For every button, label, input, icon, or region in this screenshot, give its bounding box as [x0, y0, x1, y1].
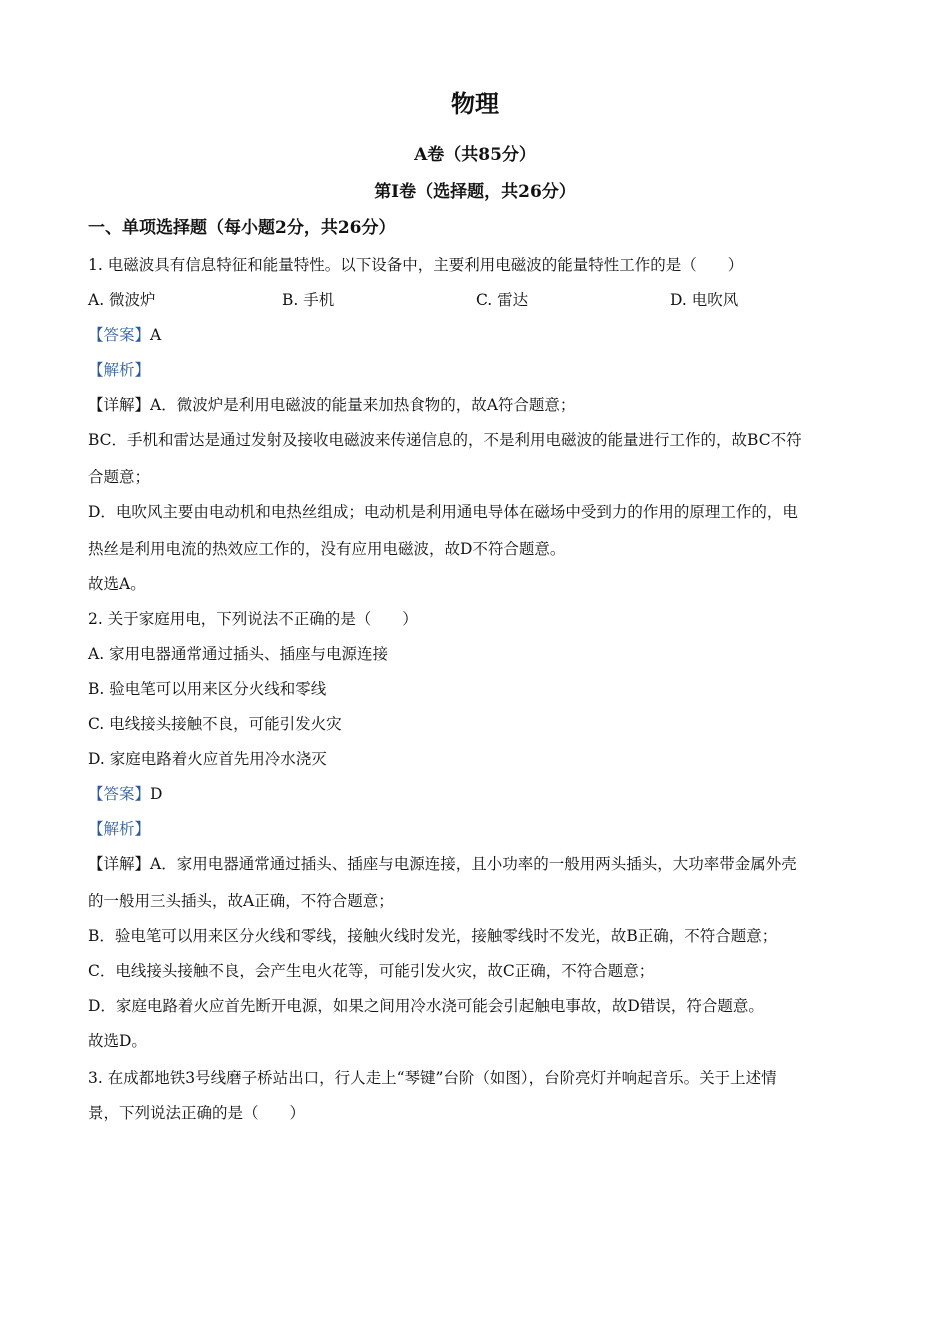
- q2-detail-tag: 【详解】: [88, 855, 151, 873]
- q2-conclusion: 故选D。: [88, 1032, 147, 1050]
- q2-detail-line: B．验电笔可以用来区分火线和零线，接触火线时发光，接触零线时不发光，故B正确，不符合题意；: [88, 927, 778, 945]
- q2-answer-value: D: [150, 785, 163, 803]
- q1-option-d: D. 电吹风: [670, 291, 739, 309]
- q2-analysis-tag: 【解析】: [88, 820, 151, 838]
- q1-option-b: B. 手机: [282, 291, 335, 309]
- q2-detail-line: D．家庭电路着火应首先断开电源，如果之间用冷水浇可能会引起触电事故，故D错误，符合题意。: [88, 997, 764, 1015]
- doc-title: 物理: [451, 89, 499, 118]
- q1-detail-line: [88, 393, 868, 417]
- q1-option-c: C. 雷达: [476, 291, 529, 309]
- q2-stem: 2. 关于家庭用电，下列说法不正确的是（ ）: [88, 610, 418, 628]
- q1-answer-value: A: [150, 326, 162, 344]
- q2-option-d: D. 家庭电路着火应首先用冷水浇灭: [88, 750, 327, 768]
- q1-detail-line: 合题意；: [88, 468, 151, 486]
- q1-analysis-tag: 【解析】: [88, 361, 151, 379]
- section-heading: 一、单项选择题（每小题2分，共26分）: [88, 218, 396, 238]
- q1-stem: 1. 电磁波具有信息特征和能量特性。以下设备中，主要利用电磁波的能量特性工作的是（ ）: [88, 256, 744, 274]
- q1-option-a: A. 微波炉: [88, 291, 156, 309]
- q1-detail-line: BC．手机和雷达是通过发射及接收电磁波来传递信息的，不是利用电磁波的能量进行工作的，故BC不符: [88, 431, 802, 449]
- q2-detail-line: 的一般用三头插头，故A正确，不符合题意；: [88, 892, 394, 910]
- q1-answer-tag: 【答案】: [88, 326, 151, 344]
- doc-subtitle-volume: 第I卷（选择题，共26分）: [374, 182, 576, 202]
- q1-detail-line: 热丝是利用电流的热效应工作的，没有应用电磁波，故D不符合题意。: [88, 540, 566, 558]
- q2-detail-line: C．电线接头接触不良，会产生电火花等，可能引发火灾，故C正确，不符合题意；: [88, 962, 655, 980]
- q1-conclusion: 故选A。: [88, 575, 146, 593]
- q1-detail-tag: 【详解】: [88, 396, 151, 414]
- q1-answer: [88, 323, 868, 347]
- q1-detail-text: A．微波炉是利用电磁波的能量来加热食物的，故A符合题意；: [150, 396, 576, 414]
- q2-option-a: A. 家用电器通常通过插头、插座与电源连接: [88, 645, 389, 663]
- q2-detail-line: [88, 852, 868, 876]
- q2-option-c: C. 电线接头接触不良，可能引发火灾: [88, 715, 342, 733]
- q2-option-b: B. 验电笔可以用来区分火线和零线: [88, 680, 327, 698]
- q1-detail-line: D．电吹风主要由电动机和电热丝组成；电动机是利用通电导体在磁场中受到力的作用的原理工作的，电: [88, 503, 798, 521]
- q2-answer-tag: 【答案】: [88, 785, 151, 803]
- q3-stem: 3. 在成都地铁3号线磨子桥站出口，行人走上“琴键”台阶（如图），台阶亮灯并响起音乐。关于上述情: [88, 1069, 777, 1087]
- q3-stem: 景，下列说法正确的是（ ）: [88, 1104, 306, 1122]
- doc-subtitle-a: A卷（共85分）: [414, 145, 536, 165]
- q2-detail-text: A．家用电器通常通过插头、插座与电源连接，且小功率的一般用两头插头，大功率带金属外壳: [150, 855, 797, 873]
- q2-answer: [88, 782, 868, 806]
